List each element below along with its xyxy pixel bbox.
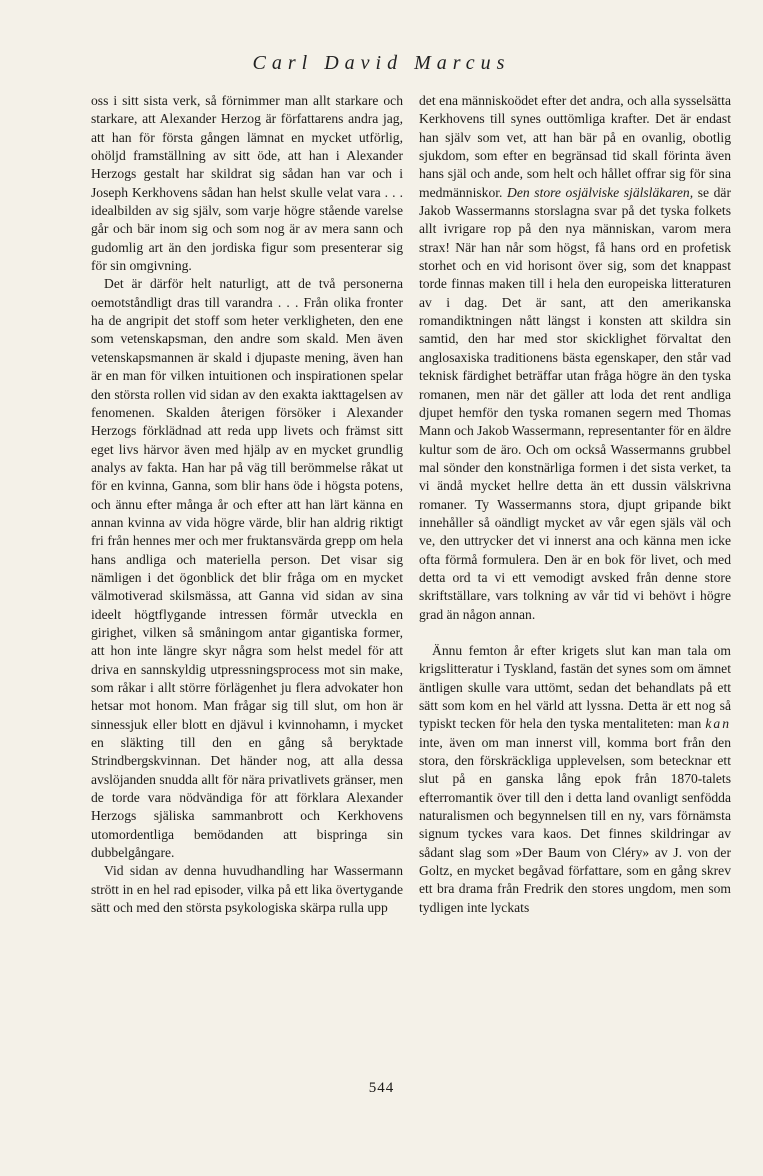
left-paragraph-2: Det är därför helt naturligt, att de två personerna oemotståndligt dras till varandra . . . Från olika fronter ha de angripit det stoff som heter verkligheten, den ene som vetenskapsman, den andre som skald. Men även vetenskapsmannen är skald i djupaste mening, även han är en man för vilken intuitionen och inspirationen spelar den största rollen vid sidan av den exakta iakttagelsen av fenomenen. Skalden återigen försöker i Alexander Herzogs förklädnad att reda upp livets och främst sitt eget livs härvor även med hjälp av en mycket grundlig analys av fakta. Han har på väg till berömmelse råkat ut för en kvinna, Ganna, som blir hans öde i högsta potens, och ännu efter många år och efter att han lärt känna en annan kvinna av vida högre värde, blir han aldrig riktigt fri från hennes mer och mer fruktansvärda grepp om hela hans andliga och materiella person. Det visar sig nämligen i det ögonblick det blir fråga om en mycket välmotiverad skilsmässa, att Ganna vid sidan av sina ideelt högtflygande intressen förmår utveckla en girighet, vilken så småningom antar gigantiska former, att hon inte längre skyr några som helst medel för att driva en sannskyldig utpressningsprocess mot sin make, som råkar i allt större förlägenhet ju flera advokater hon hetsar mot honom. Man frågar sig till slut, om hon är sinnessjuk eller blott en djävul i kvinnohamn, i mycket en släkting till den en gång så beryktade Strindbergskvinnan. Det händer nog, att alla dessa avslöjanden snudda allt för nära privatlivets gränser, men de torde vara nödvändiga för att förklara Alexander Herzogs själiska sammanbrott och Kerkhovens utomordentliga bemödanden att bispringa sin dubbelgångare.	[91, 276, 403, 861]
left-paragraph-1: oss i sitt sista verk, så förnimmer man allt starkare och starkare, att Alexander Herzog är författarens andra jag, att han för första gången lämnat en mycket utförlig, ohöljd framställning av sitt öde, att han i Alexander Herzogs gestalt har skildrat sig sådan han var och i Joseph Kerkhovens sådan han helst skulle velat vara . . . idealbilden av sig själv, som varje högre stående varelse går och bär inom sig och som nog är av mera sann och gudomlig art än den jordiska figur som presenterar sig för sin omgivning.	[91, 93, 403, 274]
right-paragraph-1	[419, 92, 731, 624]
right-paragraph-2-text-b: inte, även om man innerst vill, komma bort från den stora, den förskräckliga upplevelsen, som betecknar ett slut på en ganska lång epok från 1870-talets efterromantik över till den i detta land ovanligt senfödda naturalismen och begynnelsen till en ny, vars förnämsta signum tyckes vara kaos. Det finnes skildringar av sådant slag som »Der Baum von Cléry» av J. von der Goltz, en mycket begåvad författare, som en gång skrev ett bra drama från Fredrik den stores ungdom, men som tydligen inte lyckats	[419, 734, 731, 915]
running-head: Carl David Marcus	[252, 52, 511, 74]
right-column	[419, 92, 731, 917]
left-column	[91, 92, 403, 917]
right-paragraph-2-text-a: Ännu femton år efter krigets slut kan man tala om krigslitteratur i Tyskland, fastän det synes som om ämnet äntligen skulle vara uttömt, sedan det behandlats på ett sätt som kom en hel värld att lyssna. Detta är ett nog så typiskt tecken för hela den tyska mentaliteten: man	[419, 642, 731, 732]
left-paragraph-3: Vid sidan av denna huvudhandling har Wassermann strött in en hel rad episoder, vilka på ett lika övertygande sätt och med den största psykologiska skärpa rulla upp	[91, 863, 403, 916]
right-paragraph-1-text-a: det ena människoödet efter det andra, och alla sysselsätta Kerkhovens till synes outtömliga krafter. Det är endast han själv som vet, att han bär på en ovanlig, obotlig sjukdom, som efter en begränsad tid skall förinta även hans själ och ande, som helt och hållet offrar sig för sina medmänniskor.	[419, 93, 731, 200]
right-paragraph-2	[419, 642, 731, 917]
spaced-emphasis: kan	[705, 716, 731, 732]
italic-phrase: Den store osjälviske själsläkaren,	[507, 184, 694, 200]
right-paragraph-1-text-b: se där Jakob Wassermanns storslagna svar på det tyska folkets allt ivrigare rop på den nya människan, varom mera strax! När han når som högst, få hans ord en profetisk storhet och en vid horisont över sig, som det knappast torde finnas maken till i hela den europeiska litteraturen av i dag. Det är sant, att den amerikanska romandiktningen nått längst i konsten att skildra sin samtid, den har med stor skicklighet förvaltat den anglosaxiska traditionens bästa egenskaper, den står vad teknisk färdighet beträffar utan fråga högre än den tyska romanen, men när det gäller att loda det rent andliga djupet hemför den tyska romanen segern med Thomas Mann och Jakob Wassermann, representanter för en äldre kultur som de äro. Och om också Wassermanns grubbel mal sönder den konstnärliga formen i det sista verket, ta vi ändå mycket hellre detta än ett dussin välskrivna romaner. Ty Wassermanns stora, djupt gripande bikt innehåller så oändligt mycket av vår egen själs väl och ve, den uttrycker det vi innerst ana och känna men icke ofta förmå formulera. Den är en bok för livet, och med detta ord ta vi ett vemodigt avsked från denne store skriftställare, vars tolkning av vår tid vi behövt i högre grad än någon annan.	[419, 184, 731, 622]
page-number: 544	[368, 1080, 395, 1096]
